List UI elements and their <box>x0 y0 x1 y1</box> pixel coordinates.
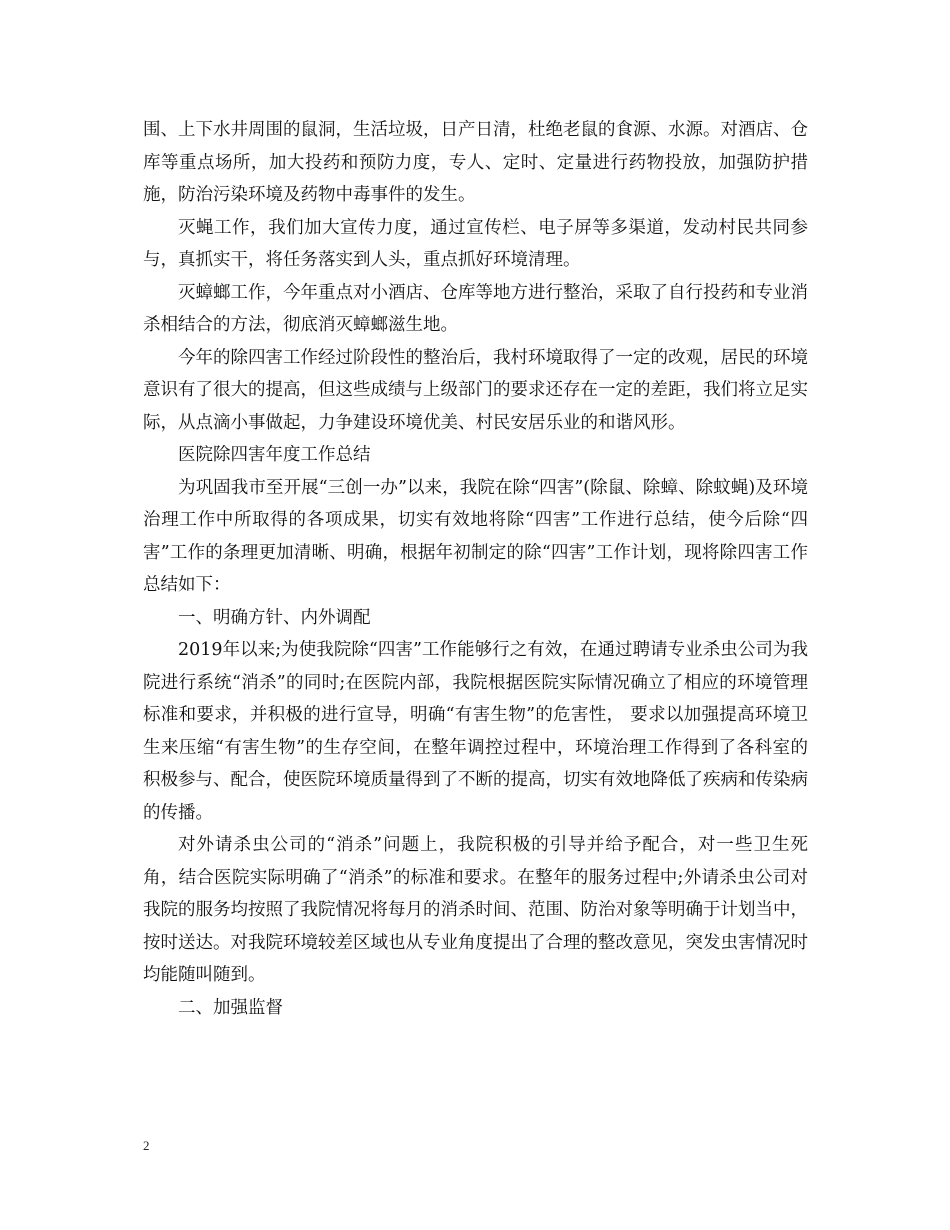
document-body <box>143 114 808 1024</box>
heading-section-two: 二、加强监督 <box>178 997 283 1018</box>
paragraph-fly-control: 灭蝇工作，我们加大宣传力度，通过宣传栏、电子屏等多渠道，发动村民共同参与，真抓实干，将任务落实到人头，重点抓好环境清理。 <box>143 217 808 270</box>
paragraph-external-contractor: 对外请杀虫公司的“消杀”问题上，我院积极的引导并给予配合，对一些卫生死角，结合医院实际明确了“消杀”的标准和要求。在整年的服务过程中;外请杀虫公司对我院的服务均按照了我院情况将每月的消杀时间、范围、防治对象等明确于计划当中，按时送达。对我院环境较差区域也从专业角度提出了合理的整改意见，突发虫害情况时均能随叫随到。 <box>143 835 808 985</box>
paragraph-cockroach-control: 灭蟑螂工作，今年重点对小酒店、仓库等地方进行整治，采取了自行投药和专业消杀相结合的方法，彻底消灭蟑螂滋生地。 <box>143 282 808 335</box>
page-number: 2 <box>143 1138 150 1153</box>
section-title-hospital-summary: 医院除四害年度工作总结 <box>178 445 371 465</box>
paragraph-internal-management: 2019年以来;为使我院除“四害”工作能够行之有效，在通过聘请专业杀虫公司为我院进行系统“消杀”的同时;在医院内部，我院根据医院实际情况确立了相应的环境管理标准和要求，并积极的进行宣导，明确“有害生物”的危害性， 要求以加强提高环境卫生来压缩“有害生物”的生存空间，在整年调控过程中，环境治理工作得到了各科室的积极参与、配合，使医院环境质量得到了不断的提高，切实有效地降低了疾病和传染病的传播。 <box>143 640 808 823</box>
paragraph-rodent-control-continued: 围、上下水井周围的鼠洞，生活垃圾，日产日清，杜绝老鼠的食源、水源。对酒店、仓库等重点场所，加大投药和预防力度，专人、定时、定量进行药物投放，加强防护措施，防治污染环境及药物中毒事件的发生。 <box>143 120 808 205</box>
paragraph-village-summary: 今年的除四害工作经过阶段性的整治后，我村环境取得了一定的改观，居民的环境意识有了很大的提高，但这些成绩与上级部门的要求还存在一定的差距，我们将立足实际，从点滴小事做起，力争建设环境优美、村民安居乐业的和谐风形。 <box>143 347 808 433</box>
heading-section-one: 一、明确方针、内外调配 <box>178 607 371 628</box>
paragraph-hospital-intro: 为巩固我市至开展“三创一办”以来，我院在除“四害”(除鼠、除蟑、除蚊蝇)及环境治理工作中所取得的各项成果，切实有效地将除“四害”工作进行总结，使今后除“四害”工作的条理更加清晰、明确，根据年初制定的除“四害”工作计划，现将除四害工作总结如下： <box>143 477 808 595</box>
